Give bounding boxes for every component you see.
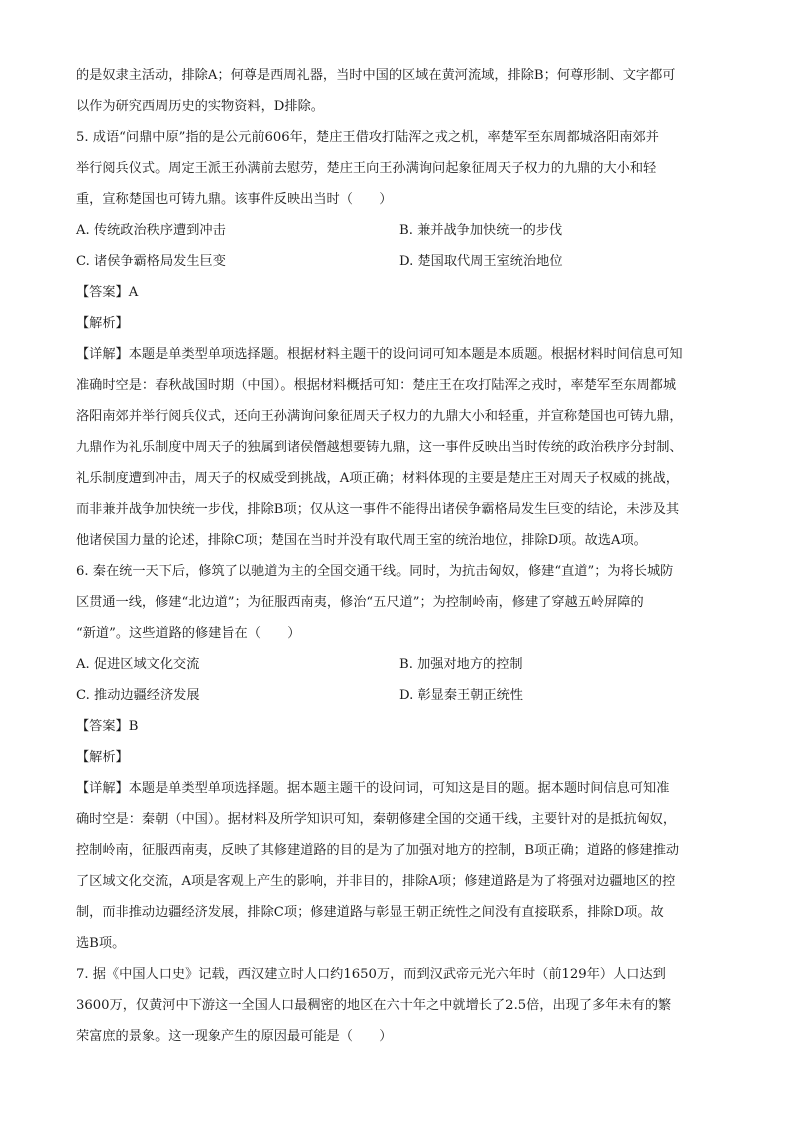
document-page <box>76 60 726 1052</box>
detail-line: 而非兼并战争加快统一步伐，排除B项；仅从这一事件不能得出诸侯争霸格局发生巨变的结论，未涉及其 <box>76 502 680 517</box>
options-row <box>76 680 726 711</box>
question-stem-line: 5. 成语“问鼎中原”指的是公元前606年，楚庄王借攻打陆浑之戎之机，率楚军至东周都城洛阳南郊并 <box>76 130 659 145</box>
detail-line: 【详解】本题是单类型单项选择题。据本题主题干的设问词，可知这是目的题。据本题时间信息可知准 <box>76 781 670 796</box>
text-line: 的是奴隶主活动，排除A；何尊是西周礼器，当时中国的区域在黄河流域，排除B；何尊形制、文字都可 <box>76 68 676 83</box>
question-stem-line: 重，宣称楚国也可铸九鼎。该事件反映出当时（ ） <box>76 192 393 207</box>
option-c: C. 推动边疆经济发展 <box>76 688 200 703</box>
question-7 <box>76 959 726 1052</box>
analysis-label: 【解析】 <box>76 316 129 331</box>
question-stem-line: 7. 据《中国人口史》记载，西汉建立时人口约1650万，而到汉武帝元光六年时（前129年）人口达到 <box>76 967 666 982</box>
question-6 <box>76 556 726 959</box>
options-row <box>76 649 726 680</box>
option-a: A. 促进区域文化交流 <box>76 657 200 672</box>
options-row <box>76 215 726 246</box>
answer-label: 【答案】B <box>76 719 139 734</box>
option-a: A. 传统政治秩序遭到冲击 <box>76 223 226 238</box>
option-b: B. 兼并战争加快统一的步伐 <box>399 223 563 238</box>
detail-line: 礼乐制度遭到冲击，周天子的权威受到挑战，A项正确；材料体现的主要是楚庄王对周天子权威的挑战， <box>76 471 679 486</box>
answer-label: 【答案】A <box>76 285 139 300</box>
detail-line: 【详解】本题是单类型单项选择题。根据材料主题干的设问词可知本题是本质题。根据材料时间信息可知 <box>76 347 683 362</box>
detail-line: 确时空是：秦朝（中国）。据材料及所学知识可知，秦朝修建全国的交通干线，主要针对的是抵抗匈奴， <box>76 812 677 827</box>
options-row <box>76 246 726 277</box>
previous-analysis-tail <box>76 60 726 122</box>
option-c: C. 诸侯争霸格局发生巨变 <box>76 254 226 269</box>
detail-line: 制，而非推动边疆经济发展，排除C项；修建道路与彰显王朝正统性之间没有直接联系，排除D项。故 <box>76 905 664 920</box>
detail-line: 准确时空是：春秋战国时期（中国）。根据材料概括可知：楚庄王在攻打陆浑之戎时，率楚军至东周都城 <box>76 378 677 393</box>
question-stem-line: 举行阅兵仪式。周定王派王孙满前去慰劳，楚庄王向王孙满询问起象征周天子权力的九鼎的大小和轻 <box>76 161 657 176</box>
question-stem-line: 3600万，仅黄河中下游这一全国人口最稠密的地区在六十年之中就增长了2.5倍，出现了多年未有的繁 <box>76 998 672 1013</box>
option-d: D. 楚国取代周王室统治地位 <box>399 254 563 269</box>
detail-line: 他诸侯国力量的论述，排除C项；楚国在当时并没有取代周王室的统治地位，排除D项。故选A项。 <box>76 533 647 548</box>
question-stem-line: 荣富庶的景象。这一现象产生的原因最可能是（ ） <box>76 1029 393 1044</box>
detail-line: 洛阳南郊并举行阅兵仪式，还向王孙满询问象征周天子权力的九鼎大小和轻重，并宣称楚国也可铸九鼎， <box>76 409 683 424</box>
question-stem-line: 区贯通一线，修建“北边道”；为征服西南夷，修治“五尺道”；为控制岭南，修建了穿越五岭屏障的 <box>76 595 644 610</box>
detail-line: 了区域文化交流，A项是客观上产生的影响，并非目的，排除A项；修建道路是为了将强对边疆地区的控 <box>76 874 676 889</box>
detail-line: 九鼎作为礼乐制度中周天子的独属到诸侯僭越想要铸九鼎，这一事件反映出当时传统的政治秩序分封制、 <box>76 440 683 455</box>
option-d: D. 彰显秦王朝正统性 <box>399 688 523 703</box>
detail-line: 选B项。 <box>76 936 126 951</box>
question-stem-line: “新道”。这些道路的修建旨在（ ） <box>76 626 301 641</box>
text-line: 以作为研究西周历史的实物资料，D排除。 <box>76 99 324 114</box>
option-b: B. 加强对地方的控制 <box>399 657 523 672</box>
detail-line: 控制岭南，征服西南夷，反映了其修建道路的目的是为了加强对地方的控制，B项正确；道路的修建推动 <box>76 843 680 858</box>
question-stem-line: 6. 秦在统一天下后，修筑了以驰道为主的全国交通干线。同时，为抗击匈奴，修建“直道”；为将长城防 <box>76 564 674 579</box>
question-5 <box>76 122 726 556</box>
analysis-label: 【解析】 <box>76 750 129 765</box>
